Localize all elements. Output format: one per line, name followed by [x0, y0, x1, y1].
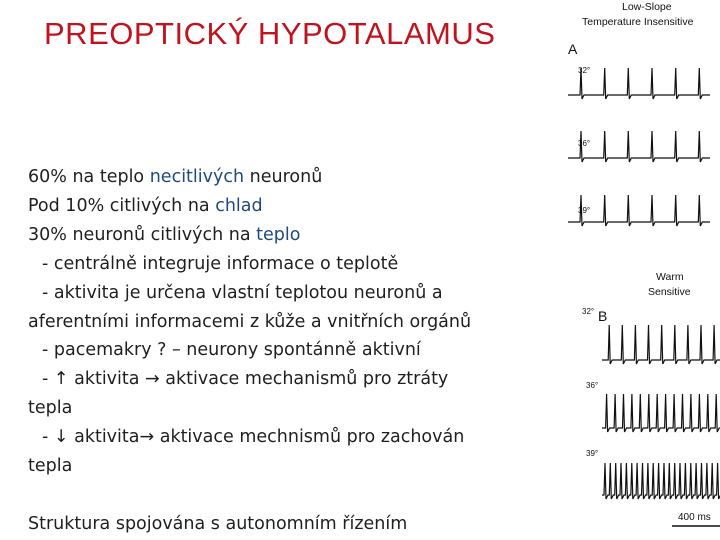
panel-a-title-1: Low-Slope [622, 1, 672, 13]
slide-body [28, 163, 548, 539]
highlight-chlad: chlad [215, 195, 263, 216]
line-heat-loss-1: - ↑ aktivita → aktivace mechanismů pro ztráty [42, 369, 449, 390]
line-heat-keep-2: tepla [28, 456, 73, 477]
panel-a-letter: A [568, 41, 578, 57]
line-heat-loss-2: tepla [28, 398, 73, 419]
neuron-recording-figure [560, 0, 720, 540]
panel-a-temp-1: 32° [578, 66, 591, 75]
panel-a-temp-3: 39° [578, 206, 591, 215]
panel-b-temp-2: 36° [586, 381, 599, 390]
panel-b-temp-1: 32° [582, 307, 595, 316]
panel-a-title-2: Temperature Insensitive [582, 16, 694, 28]
panel-b-title-1: Warm [656, 271, 684, 283]
line-autonomic: Struktura spojována s autonomním řízením [28, 513, 408, 534]
slide-title: PREOPTICKÝ HYPOTALAMUS [44, 16, 496, 51]
panel-b-temp-3: 39° [586, 449, 599, 458]
line-pacemakers: - pacemakry ? – neurony spontánně aktivní [42, 340, 421, 361]
line-integration: - centrálně integruje informace o teplotě [42, 253, 399, 274]
panel-b-letter: B [598, 308, 608, 324]
line-insensitive: 60% na teplo necitlivých neuronů [28, 167, 323, 187]
line-activity-1: - aktivita je určena vlastní teplotou neuronů a [42, 282, 443, 303]
panel-b-title-2: Sensitive [648, 286, 691, 298]
line-cold: Pod 10% citlivých na chlad [28, 195, 263, 216]
highlight-teplo: teplo [256, 224, 301, 245]
line-warm: 30% neuronů citlivých na teplo [28, 224, 301, 245]
line-activity-2: aferentními informacemi z kůže a vnitřních orgánů [28, 311, 472, 332]
panel-b-trace-1 [602, 325, 720, 364]
panel-b-trace-2 [602, 394, 720, 432]
line-heat-keep-1: - ↓ aktivita→ aktivace mechnismů pro zachován [42, 427, 465, 448]
panel-a-temp-2: 36° [578, 139, 591, 148]
highlight-necitlivych: necitlivých [149, 167, 245, 187]
panel-b-trace-3 [602, 463, 720, 499]
spike-traces [560, 0, 720, 540]
scale-bar-label: 400 ms [678, 512, 711, 523]
